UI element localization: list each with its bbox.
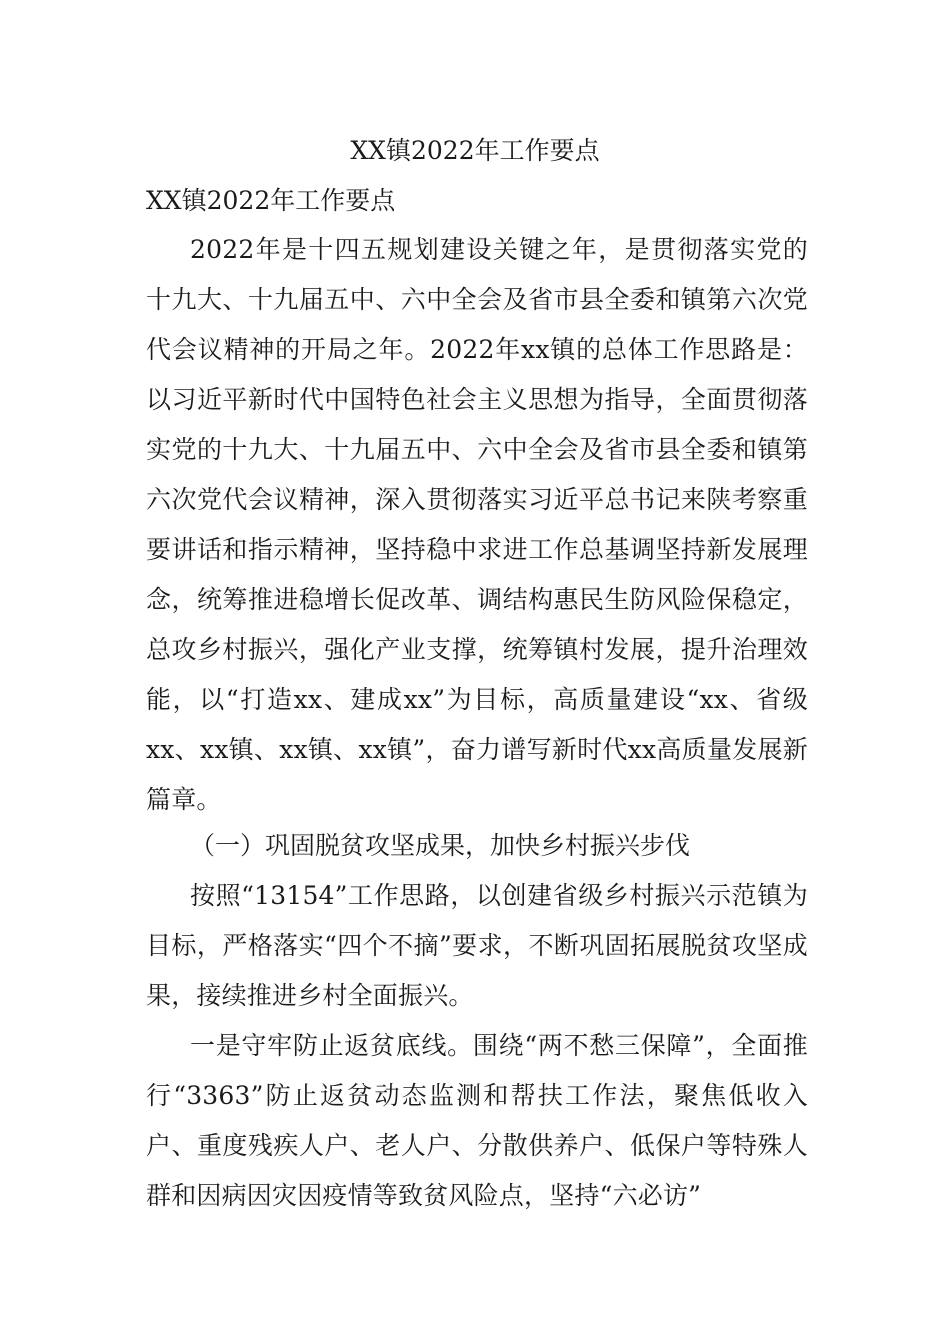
section-paragraph: 按照“13154”工作思路，以创建省级乡村振兴示范镇为目标，严格落实“四个不摘”要求，不断巩固拓展脱贫攻坚成果，接续推进乡村全面振兴。 — [146, 881, 808, 1010]
section-paragraph: 一是守牢防止返贫底线。围绕“两不愁三保障”，全面推行“3363”防止返贫动态监测和帮扶工作法，聚焦低收入户、重度残疾人户、老人户、分散供养户、低保户等特殊人群和因病因灾因疫情等致贫风险点，坚持“六必访” — [146, 1031, 808, 1210]
document-title: XX镇2022年工作要点 — [350, 136, 600, 165]
section-heading: （一）巩固脱贫攻坚成果，加快乡村振兴步伐 — [190, 831, 691, 860]
intro-paragraph: 2022年是十四五规划建设关键之年，是贯彻落实党的十九大、十九届五中、六中全会及省市县全委和镇第六次党代会议精神的开局之年。2022年xx镇的总体工作思路是：以习近平新时代中国特色社会主义思想为指导，全面贯彻落实党的十九大、十九届五中、六中全会及省市县全委和镇第六次党代会议精神，深入贯彻落实习近平总书记来陕考察重要讲话和指示精神，坚持稳中求进工作总基调坚持新发展理念，统筹推进稳增长促改革、调结构惠民生防风险保稳定，总攻乡村振兴，强化产业支撑，统筹镇村发展，提升治理效能，以“打造xx、建成xx”为目标，高质量建设“xx、省级xx、xx镇、xx镇、xx镇”，奋力谱写新时代xx高质量发展新篇章。 — [146, 235, 808, 814]
document-subtitle: XX镇2022年工作要点 — [146, 186, 396, 215]
